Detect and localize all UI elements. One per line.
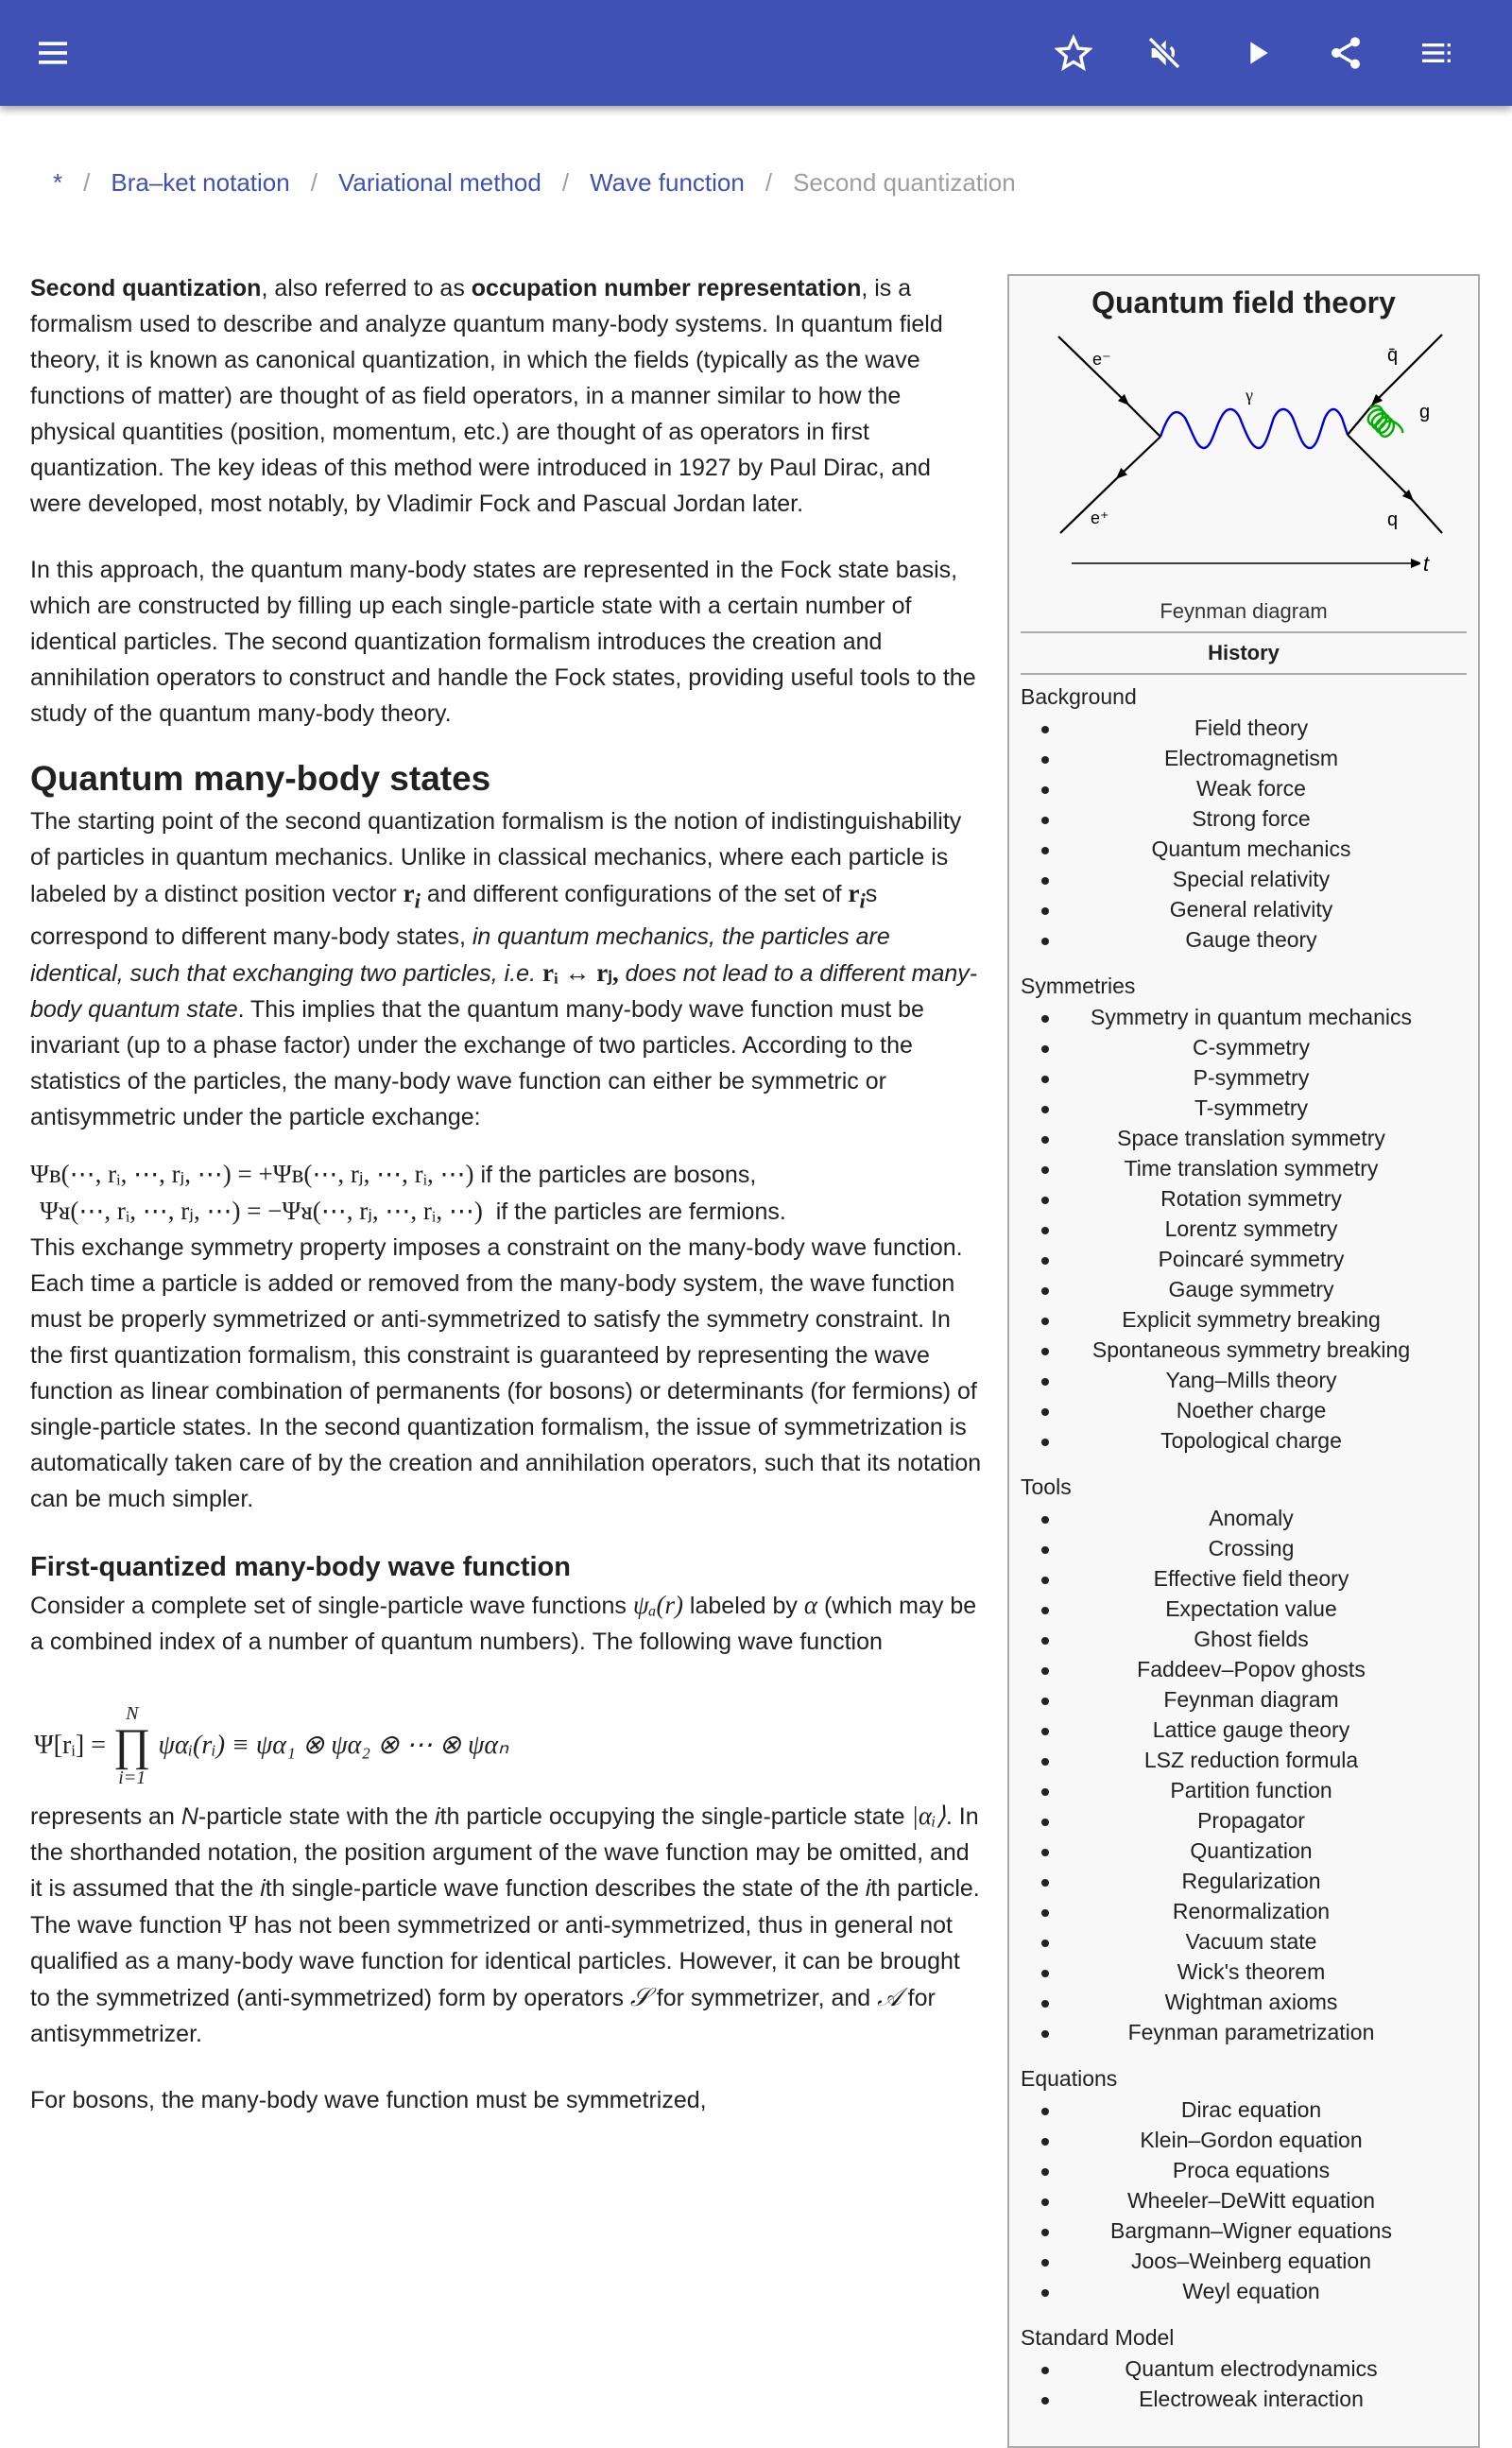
italic-run: i <box>435 1803 440 1831</box>
infobox-link[interactable]: Space translation symmetry <box>1009 1123 1478 1153</box>
breadcrumb-link-variational-method[interactable]: Variational method <box>337 168 541 197</box>
infobox-group <box>1009 1471 1478 2047</box>
infobox-link[interactable]: Feynman parametrization <box>1009 2017 1478 2047</box>
infobox-link[interactable]: Joos–Weinberg equation <box>1009 2246 1478 2276</box>
breadcrumb-separator: / <box>83 168 91 197</box>
label-gluon: g <box>1419 402 1431 422</box>
infobox-link[interactable]: Lorentz symmetry <box>1009 1214 1478 1244</box>
electron-line <box>1058 336 1125 401</box>
infobox-link[interactable]: Wightman axioms <box>1009 1987 1478 2017</box>
math-fermion: Ψᴚ(⋯, rᵢ, ⋯, rⱼ, ⋯) = −Ψᴚ(⋯, rⱼ, ⋯, rᵢ, ⋯) <box>40 1197 483 1226</box>
infobox-list <box>1009 1002 1478 1456</box>
infobox-group-label: Background <box>1021 684 1137 709</box>
infobox-link[interactable]: Rotation symmetry <box>1009 1183 1478 1214</box>
infobox-link[interactable]: Dirac equation <box>1009 2095 1478 2125</box>
term-second-quantization: Second quantization <box>30 275 262 302</box>
text-run: represents an <box>30 1803 181 1831</box>
article-body <box>30 270 983 2148</box>
breadcrumb-separator: / <box>561 168 570 197</box>
italic-run: in quantum mechanics, the particles are identical, such that exchanging two particles, i.e. <box>30 923 890 988</box>
menu-icon[interactable] <box>30 30 76 76</box>
infobox-list <box>1009 713 1478 955</box>
text-run: (which may be a combined index of a number of quantum numbers). The following wave function <box>30 1593 977 1656</box>
label-qbar: q̄ <box>1387 345 1399 366</box>
math-r-i: $r_i$ <box>848 879 866 913</box>
infobox-link[interactable]: Proca equations <box>1009 2155 1478 2185</box>
infobox-link[interactable]: General relativity <box>1009 894 1478 924</box>
label-time: t <box>1423 552 1430 576</box>
infobox-link[interactable]: Renormalization <box>1009 1896 1478 1926</box>
quark-line <box>1409 496 1442 533</box>
text-run: , also referred to as <box>261 275 472 302</box>
text-run: for antisymmetrizer. <box>30 1985 936 2048</box>
infobox <box>1007 274 1480 2448</box>
intro-paragraph <box>30 270 983 522</box>
infobox-group <box>1009 2321 1478 2414</box>
breadcrumb-separator: / <box>310 168 318 197</box>
quark-line <box>1348 435 1409 496</box>
infobox-link[interactable]: Gauge theory <box>1009 924 1478 955</box>
section-heading-quantum-many-body-states: Quantum many-body states <box>30 759 491 798</box>
divider <box>1021 673 1467 675</box>
text-run: s correspond to different many-body states, <box>30 881 878 951</box>
breadcrumb-separator: / <box>765 168 773 197</box>
infobox-list <box>1009 2353 1478 2414</box>
math-psi: Ψ <box>228 1910 248 1939</box>
infobox-link[interactable]: Weak force <box>1009 773 1478 803</box>
infobox-link[interactable]: Quantum electrodynamics <box>1009 2353 1478 2384</box>
infobox-link[interactable]: Quantization <box>1009 1836 1478 1866</box>
italic-run: i <box>865 1875 871 1903</box>
infobox-link[interactable]: Ghost fields <box>1009 1624 1478 1654</box>
infobox-link[interactable]: P-symmetry <box>1009 1062 1478 1093</box>
text-run: , is a formalism used to describe and analyze quantum many-body systems. In quantum field theory, it is known as canonical quantization, in which the fields (typically as the wave functions of matter) are thought of as field operators, in a manner similar to how the physical quantities (position, momentum, etc.) are thought of as operators in first quantization. The key ideas of this method were introduced in 1927 by Paul Dirac, and were developed, most notably, by Vladimir Fock and Pascual Jordan later. <box>30 275 943 517</box>
label-gamma: γ <box>1246 386 1253 405</box>
diagram-caption: Feynman diagram <box>1160 599 1328 623</box>
positron-line <box>1121 437 1160 474</box>
infobox-link[interactable]: Time translation symmetry <box>1009 1153 1478 1183</box>
infobox-link[interactable]: Explicit symmetry breaking <box>1009 1304 1478 1335</box>
infobox-link[interactable]: Topological charge <box>1009 1425 1478 1456</box>
text-run: has not been symmetrized or anti-symmetrized, thus in general not qualified as a many-body wave function for identical particles. However, it can be brought to the symmetrized (anti-symmetrized) form by operators <box>30 1912 960 2012</box>
text-run: th particle occupying the single-particle state <box>439 1803 912 1831</box>
breadcrumb-link-home[interactable]: * <box>53 168 63 197</box>
math-boson: Ψʙ(⋯, rᵢ, ⋯, rⱼ, ⋯) = +Ψʙ(⋯, rⱼ, ⋯, rᵢ, ⋯) <box>30 1160 474 1189</box>
infobox-link[interactable]: Regularization <box>1009 1866 1478 1896</box>
breadcrumb <box>53 168 1016 198</box>
infobox-link[interactable]: Electroweak interaction <box>1009 2384 1478 2414</box>
gluon-line <box>1368 405 1402 436</box>
text-run: for symmetrizer, and <box>649 1985 878 2012</box>
infobox-groups <box>1009 681 1478 2414</box>
infobox-link[interactable]: Gauge symmetry <box>1009 1274 1478 1304</box>
product-lower-limit: i=1 <box>118 1767 146 1789</box>
infobox-link[interactable]: Crossing <box>1009 1533 1478 1563</box>
infobox-link[interactable]: Wheeler–DeWitt equation <box>1009 2185 1478 2215</box>
n-particle-paragraph <box>30 1798 983 2052</box>
math-alpha: α <box>803 1591 818 1620</box>
boson-equation <box>30 1156 983 1193</box>
infobox-link[interactable]: Yang–Mills theory <box>1009 1365 1478 1395</box>
infobox-link[interactable]: Expectation value <box>1009 1594 1478 1624</box>
exchange-equations <box>30 1156 983 1230</box>
infobox-link[interactable]: Anomaly <box>1009 1503 1478 1533</box>
label-e-minus: e⁻ <box>1092 350 1111 369</box>
infobox-group <box>1009 970 1478 1456</box>
infobox-link[interactable]: T-symmetry <box>1009 1093 1478 1123</box>
infobox-group-label: Equations <box>1021 2066 1118 2091</box>
bosons-paragraph: For bosons, the many-body wave function must be symmetrized, <box>30 2087 707 2114</box>
math-rhs: ψαᵢ(rᵢ) ≡ ψα₁ ⊗ ψα₂ ⊗ ⋯ ⊗ ψαₙ <box>158 1731 509 1761</box>
infobox-link[interactable]: Quantum mechanics <box>1009 834 1478 864</box>
text-run: Consider a complete set of single-particle wave functions <box>30 1593 633 1620</box>
antiquark-line <box>1348 401 1376 435</box>
math-ket: |αᵢ⟩ <box>911 1802 946 1831</box>
many-body-paragraph <box>30 803 983 1135</box>
infobox-link[interactable]: Propagator <box>1009 1805 1478 1836</box>
product-equation <box>34 1694 983 1798</box>
italic-run: does not lead to a different many-body quantum state <box>30 960 978 1024</box>
text-run: th particle. The wave function <box>30 1875 980 1939</box>
text-run: -particle state with the <box>198 1803 436 1831</box>
infobox-group-label: Symmetries <box>1021 974 1136 998</box>
infobox-link[interactable]: Faddeev–Popov ghosts <box>1009 1654 1478 1684</box>
text-run: th single-particle wave function describes the state of the <box>265 1875 866 1903</box>
product-upper-limit: N <box>126 1703 139 1725</box>
italic-run: i <box>260 1875 266 1903</box>
infobox-link[interactable]: Poincaré symmetry <box>1009 1244 1478 1274</box>
infobox-link[interactable]: Feynman diagram <box>1009 1684 1478 1715</box>
history-header[interactable]: History <box>1208 641 1280 664</box>
share-icon[interactable] <box>1323 30 1368 76</box>
infobox-group <box>1009 681 1478 955</box>
text-run: and different configurations of the set of <box>420 881 849 907</box>
infobox-group-label: Standard Model <box>1021 2325 1175 2350</box>
product-operator <box>113 1704 151 1787</box>
infobox-group-label: Tools <box>1021 1474 1072 1499</box>
electron-line <box>1125 401 1160 437</box>
text-run: if the particles are fermions. <box>482 1198 786 1226</box>
product-symbol: ∏ <box>113 1720 151 1771</box>
infobox-link[interactable]: Partition function <box>1009 1775 1478 1805</box>
infobox-link[interactable]: Effective field theory <box>1009 1563 1478 1594</box>
infobox-link[interactable]: Bargmann–Wigner equations <box>1009 2215 1478 2246</box>
infobox-link[interactable]: Weyl equation <box>1009 2276 1478 2306</box>
infobox-group <box>1009 2062 1478 2306</box>
infobox-link[interactable]: Special relativity <box>1009 864 1478 894</box>
star-icon[interactable] <box>1051 30 1096 76</box>
symmetry-constraint-paragraph: This exchange symmetry property imposes a constraint on the many-body wave function. Each time a particle is added or removed from the many-body system, the wave function must be properly symmetrized or anti-symmetrized to satisfy the symmetry constraint. In the first quantization formalism, this constraint is guaranteed by representing the wave function as linear combination of permanents (for bosons) or determinants (for fermions) of single-particle states. In the second quantization formalism, the issue of symmetrization is automatically taken care of by the creation and annihilation operators, such that its notation can be much simpler. <box>30 1234 982 1513</box>
math-antisymmetrizer: 𝒜 <box>877 1983 902 2012</box>
infobox-link[interactable]: LSZ reduction formula <box>1009 1745 1478 1775</box>
text-run: . This implies that the quantum many-body wave function must be invariant (up to a phase factor) under the exchange of two particles. According to the statistics of the particles, the many-body wave function can either be symmetric or antisymmetric under the particle exchange: <box>30 996 924 1131</box>
breadcrumb-link-wave-function[interactable]: Wave function <box>590 168 745 197</box>
infobox-list <box>1009 2095 1478 2306</box>
label-e-plus: e⁺ <box>1091 509 1109 527</box>
infobox-link[interactable]: Spontaneous symmetry breaking <box>1009 1335 1478 1365</box>
infobox-link[interactable]: Field theory <box>1009 713 1478 743</box>
single-particle-paragraph <box>30 1587 983 1660</box>
text-run: labeled by <box>682 1593 804 1620</box>
breadcrumb-current: Second quantization <box>793 168 1016 197</box>
infobox-list <box>1009 1503 1478 2047</box>
text-run: The starting point of the second quantization formalism is the notion of indistinguishability of particles in quantum mechanics. Unlike in classical mechanics, where each particle is labeled by a distinct position vector <box>30 808 962 907</box>
infobox-link[interactable]: C-symmetry <box>1009 1032 1478 1062</box>
math-lhs: Ψ[rᵢ] = <box>34 1731 107 1761</box>
play-icon[interactable] <box>1234 30 1280 76</box>
fermion-equation <box>30 1193 983 1230</box>
math-r-i: $r_i$ <box>403 879 421 913</box>
infobox-title: Quantum field theory <box>1091 285 1396 319</box>
italic-run: N <box>180 1803 198 1831</box>
math-psi-alpha: ψₐ(r) <box>632 1591 683 1620</box>
section-heading-first-quantized: First-quantized many-body wave function <box>30 1552 571 1583</box>
label-q: q <box>1387 509 1399 530</box>
text-run: if the particles are bosons, <box>473 1162 757 1189</box>
breadcrumb-link-bra-ket-notation[interactable]: Bra–ket notation <box>111 168 290 197</box>
text-run: . In the shorthanded notation, the position argument of the wave function may be omitted, and it is assumed that the <box>30 1803 979 1903</box>
feynman-diagram[interactable] <box>1036 323 1452 597</box>
infobox-link[interactable]: Electromagnetism <box>1009 743 1478 773</box>
infobox-link[interactable]: Symmetry in quantum mechanics <box>1009 1002 1478 1032</box>
table-of-contents-icon[interactable] <box>1414 30 1459 76</box>
infobox-link[interactable]: Wick's theorem <box>1009 1957 1478 1987</box>
infobox-link[interactable]: Noether charge <box>1009 1395 1478 1425</box>
approach-paragraph: In this approach, the quantum many-body states are represented in the Fock state basis, which are constructed by filling up each single-particle state with a certain number of identical particles. The second quantization formalism introduces the creation and annihilation operators to construct and handle the Fock states, providing useful tools to the study of the quantum many-body theory. <box>30 557 976 727</box>
volume-off-icon[interactable] <box>1142 30 1187 76</box>
math-swap: rᵢ ↔ rⱼ, <box>541 958 619 988</box>
math-symmetrizer: 𝒮 <box>629 1983 650 2012</box>
antiquark-line <box>1376 335 1442 401</box>
infobox-link[interactable]: Strong force <box>1009 803 1478 834</box>
app-bar <box>0 0 1512 106</box>
photon-line <box>1160 409 1348 448</box>
infobox-link[interactable]: Lattice gauge theory <box>1009 1715 1478 1745</box>
infobox-link[interactable]: Klein–Gordon equation <box>1009 2125 1478 2155</box>
infobox-link[interactable]: Vacuum state <box>1009 1926 1478 1957</box>
term-occupation-number: occupation number representation <box>471 275 862 302</box>
